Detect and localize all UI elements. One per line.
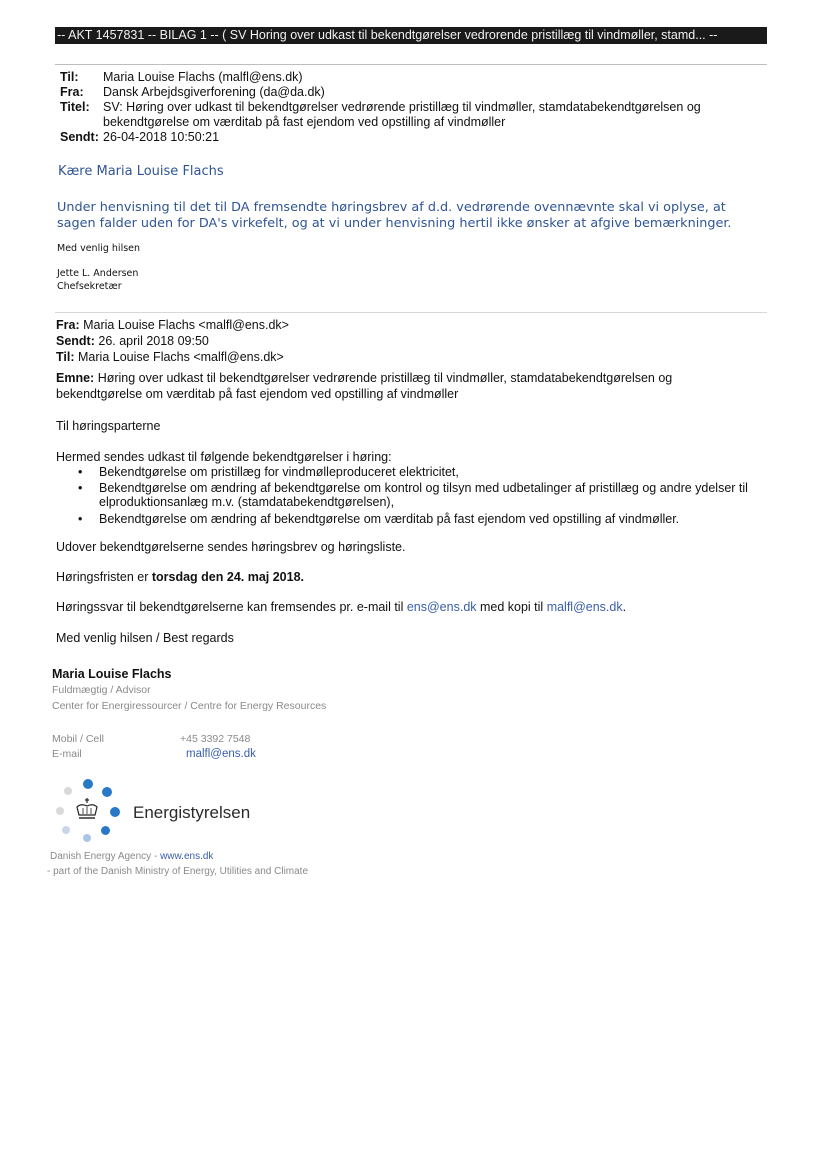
- ens-email-link[interactable]: ens@ens.dk: [406, 600, 477, 614]
- forwarded-sent-value: 26. april 2018 09:50: [98, 334, 209, 348]
- logo-dot: [56, 807, 64, 815]
- signature-title: Fuldmægtig / Advisor: [52, 684, 151, 696]
- reply-closing: Med venlig hilsen: [57, 243, 141, 254]
- agency-line: Danish Energy Agency - www.ens.dk: [50, 851, 214, 862]
- deadline-date: torsdag den 24. maj 2018.: [151, 570, 305, 584]
- letter-responses: Høringssvar til bekendtgørelserne kan fremsendes pr. e-mail til ens@ens.dk med kopi til malfl@ens.dk.: [56, 600, 627, 614]
- reply-greeting: Kære Maria Louise Flachs: [58, 164, 224, 179]
- forwarded-subject-line1: Høring over udkast til bekendtgørelser vedrørende pristillæg til vindmøller, stamdatabekendtgørelsen og: [97, 371, 673, 385]
- bullet-marker: •: [78, 465, 83, 479]
- logo-text: Energistyrelsen: [133, 803, 251, 822]
- logo-dot: [101, 826, 110, 835]
- letter-regards: Med venlig hilsen / Best regards: [56, 631, 234, 645]
- logo-dot: [62, 826, 70, 834]
- logo-dot: [83, 779, 93, 789]
- forwarded-to-value: Maria Louise Flachs <malfl@ens.dk>: [78, 350, 284, 364]
- bullet-item-3: Bekendtgørelse om ændring af bekendtgørelse om værditab på fast ejendom ved opstilling af vindmøller.: [99, 512, 680, 526]
- reply-signer-title: Chefsekretær: [57, 281, 122, 292]
- letter-intro: Hermed sendes udkast til følgende bekendtgørelser i høring:: [56, 450, 392, 464]
- signature-email-link[interactable]: malfl@ens.dk: [186, 748, 256, 760]
- header-to-value: Maria Louise Flachs (malfl@ens.dk): [103, 70, 303, 84]
- signature-mobile-label: Mobil / Cell: [52, 733, 104, 745]
- forwarded-to-row: Til: Maria Louise Flachs <malfl@ens.dk>: [56, 350, 284, 364]
- logo-dot: [110, 807, 120, 817]
- signature-name: Maria Louise Flachs: [52, 667, 172, 681]
- signature-email-label: E-mail: [52, 748, 82, 760]
- agency-website-link[interactable]: www.ens.dk: [160, 851, 214, 862]
- logo-dot: [83, 834, 91, 842]
- letter-additional: Udover bekendtgørelserne sendes høringsbrev og høringsliste.: [56, 540, 406, 554]
- bullet-marker: •: [78, 481, 83, 495]
- forwarded-sent-row: Sendt: 26. april 2018 09:50: [56, 334, 209, 348]
- crown-icon: [74, 797, 100, 821]
- header-divider: [55, 64, 767, 65]
- copy-email-link[interactable]: malfl@ens.dk: [546, 600, 623, 614]
- bullet-item-1: Bekendtgørelse om pristillæg for vindmølleproduceret elektricitet,: [99, 465, 459, 479]
- forward-divider: [55, 312, 767, 313]
- forwarded-subject-row: Emne: Høring over udkast til bekendtgørelser vedrørende pristillæg til vindmøller, stamdatabekendtgørelsen og: [56, 371, 673, 385]
- ministry-line: - part of the Danish Ministry of Energy, Utilities and Climate: [47, 866, 309, 877]
- document-banner: -- AKT 1457831 -- BILAG 1 -- ( SV Horing over udkast til bekendtgørelser vedrorende pristillæg til vindmøller, stamd... --: [55, 27, 767, 44]
- bullet-item-2-cont: elproduktionsanlæg m.v. (stamdatabekendtgørelsen),: [99, 495, 395, 509]
- header-title-line1: SV: Høring over udkast til bekendtgørelser vedrørende pristillæg til vindmøller, stamdatabekendtgørelsen og: [103, 100, 701, 114]
- logo-dot: [102, 787, 112, 797]
- reply-body-line1: Under henvisning til det til DA fremsendte høringsbrev af d.d. vedrørende ovennævnte skal vi oplyse, at: [57, 200, 726, 215]
- forwarded-from-value: Maria Louise Flachs <malfl@ens.dk>: [83, 318, 289, 332]
- header-title-line2: bekendtgørelse om værditab på fast ejendom ved opstilling af vindmøller: [103, 115, 506, 129]
- header-from-value: Dansk Arbejdsgiverforening (da@da.dk): [103, 85, 325, 99]
- letter-salutation: Til høringsparterne: [56, 419, 161, 433]
- header-sent-value: 26-04-2018 10:50:21: [103, 130, 220, 144]
- logo-dot: [64, 787, 72, 795]
- signature-mobile-value: +45 3392 7548: [180, 733, 251, 745]
- reply-signer-name: Jette L. Andersen: [57, 268, 139, 279]
- bullet-marker: •: [78, 512, 83, 526]
- reply-body-line2: sagen falder uden for DA's virkefelt, og at vi under henvisning hertil ikke ønsker at afgive bemærkninger.: [57, 216, 732, 231]
- forwarded-subject-line2: bekendtgørelse om værditab på fast ejendom ved opstilling af vindmøller: [56, 387, 459, 401]
- signature-center: Center for Energiressourcer / Centre for Energy Resources: [52, 700, 327, 712]
- bullet-item-2: Bekendtgørelse om ændring af bekendtgørelse om kontrol og tilsyn med udbetalinger af pristillæg og andre ydelser til: [99, 481, 748, 495]
- forwarded-from-row: Fra: Maria Louise Flachs <malfl@ens.dk>: [56, 318, 289, 332]
- letter-deadline: Høringsfristen er torsdag den 24. maj 2018.: [56, 570, 305, 584]
